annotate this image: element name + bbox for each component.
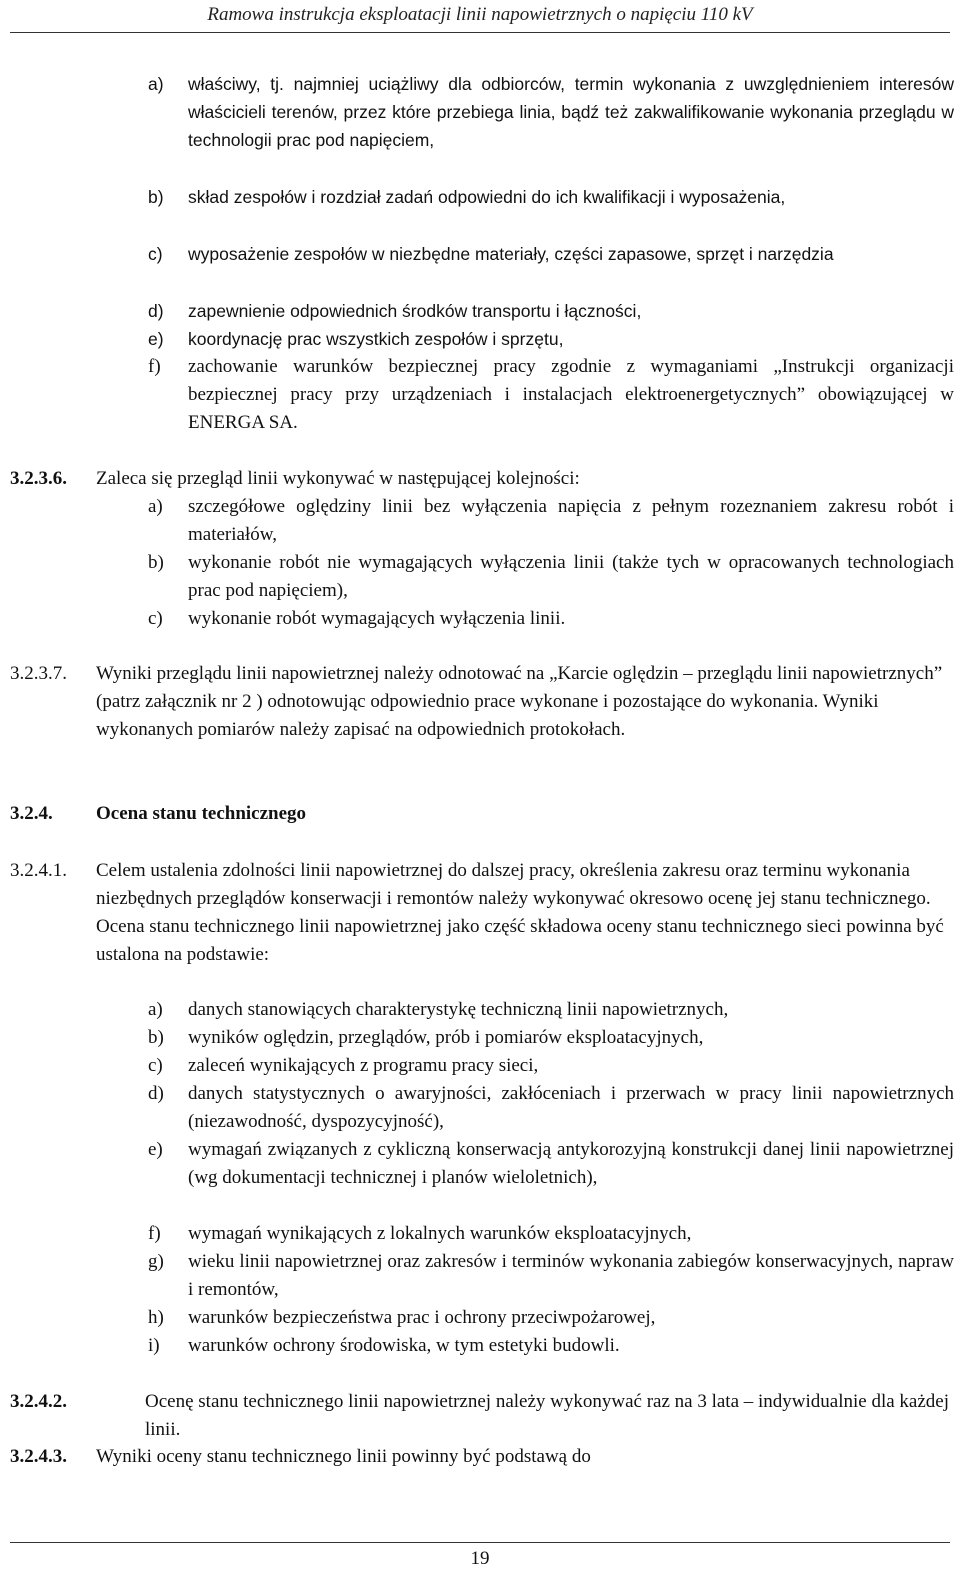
list-text: wykonanie robót wymagających wyłączenia linii. [188, 608, 566, 629]
section-number: 3.2.3.7. [10, 663, 67, 684]
list-text: wieku linii napowietrznej oraz zakresów i terminów wykonania zabiegów konserwacyjnych, napraw i remontów, [188, 1251, 954, 1300]
section-text: Celem ustalenia zdolności linii napowietrznej do dalszej pracy, określenia zakresu oraz terminu wykonania niezbędnych przeglądów konserwacji i remontów należy wykonywać okresowo ocenę jej stanu technicznego. Ocena stanu technicznego linii napowietrznej jako część składowa oceny stanu technicznego sieci powinna być ustalona na podstawie: [96, 860, 944, 965]
list-text: warunków ochrony środowiska, w tym estetyki budowli. [188, 1335, 620, 1356]
list-label: d) [148, 1083, 164, 1104]
section-3241-item-a [148, 996, 954, 1024]
running-header: Ramowa instrukcja eksploatacji linii napowietrznych o napięciu 110 kV [207, 4, 753, 25]
section-3241-item-f [148, 1220, 954, 1248]
list-text: wyposażenie zespołów w niezbędne materiały, części zapasowe, sprzęt i narzędzia [188, 244, 834, 264]
list-text: szczegółowe oględziny linii bez wyłączenia napięcia z pełnym rozeznaniem zakresu robót i materiałów, [188, 496, 954, 545]
list-label: c) [148, 1055, 163, 1076]
list-text: zachowanie warunków bezpiecznej pracy zgodnie z wymaganiami „Instrukcji organizacji bezpiecznej pracy przy urządzeniach i instalacjach elektroenergetycznych” obowiązującej w ENERGA SA. [188, 356, 954, 433]
list-text: zapewnienie odpowiednich środków transportu i łączności, [188, 301, 642, 321]
section-3241 [10, 857, 954, 969]
list-label: b) [148, 552, 164, 573]
section-text: Wyniki oceny stanu technicznego linii powinny być podstawą do [96, 1446, 591, 1467]
list-label: h) [148, 1307, 164, 1328]
list-label: b) [148, 1027, 164, 1048]
section-number: 3.2.4.2. [10, 1391, 67, 1412]
list-item-b [148, 183, 954, 211]
section-3241-item-d [148, 1080, 954, 1136]
section-3241-item-c [148, 1052, 954, 1080]
section-number: 3.2.4.1. [10, 860, 67, 881]
page-number: 19 [470, 1548, 490, 1569]
list-text: warunków bezpieczeństwa prac i ochrony przeciwpożarowej, [188, 1307, 656, 1328]
section-3237 [10, 660, 954, 744]
section-number: 3.2.4.3. [10, 1446, 67, 1467]
list-label: e) [148, 1139, 163, 1160]
list-label: i) [148, 1335, 160, 1356]
section-3241-item-i [148, 1332, 954, 1360]
list-label: a) [148, 74, 164, 94]
section-number: 3.2.3.6. [10, 468, 67, 489]
section-3236-item-c [148, 605, 954, 633]
list-text: właściwy, tj. najmniej uciążliwy dla odbiorców, termin wykonania z uwzględnieniem interesów właścicieli terenów, przez które przebiega linia, bądź też zakwalifikowanie wykonania przeglądu w technologii prac pod napięciem, [188, 74, 954, 150]
list-label: b) [148, 187, 164, 207]
list-label: f) [148, 1223, 161, 1244]
list-text: danych stanowiących charakterystykę techniczną linii napowietrznych, [188, 999, 729, 1020]
section-3241-item-g [148, 1248, 954, 1304]
section-324-heading [10, 800, 954, 828]
section-text: Wyniki przeglądu linii napowietrznej należy odnotować na „Karcie oględzin – przeglądu linii napowietrznych” (patrz załącznik nr 2 ) odnotowując odpowiednio prace wykonane i pozostające do wykonania. Wyniki wykonanych pomiarów należy zapisać na odpowiednich protokołach. [96, 663, 943, 740]
section-3236-item-a [148, 493, 954, 549]
list-label: d) [148, 301, 164, 321]
list-item-c [148, 240, 954, 268]
list-label: c) [148, 244, 163, 264]
section-3243 [10, 1443, 954, 1471]
list-text: koordynację prac wszystkich zespołów i sprzętu, [188, 329, 564, 349]
list-item-a [148, 70, 954, 154]
list-item-f [148, 353, 954, 437]
header-divider [10, 32, 950, 33]
footer-divider [10, 1542, 950, 1543]
list-text: skład zespołów i rozdział zadań odpowiedni do ich kwalifikacji i wyposażenia, [188, 187, 786, 207]
section-3241-item-h [148, 1304, 954, 1332]
list-text: wyników oględzin, przeglądów, prób i pomiarów eksploatacyjnych, [188, 1027, 704, 1048]
list-item-d [148, 297, 954, 325]
section-title: Ocena stanu technicznego [96, 803, 307, 824]
list-label: g) [148, 1251, 164, 1272]
section-3242 [10, 1388, 954, 1444]
section-3241-item-b [148, 1024, 954, 1052]
list-label: a) [148, 999, 163, 1020]
list-text: danych statystycznych o awaryjności, zakłóceniach i przerwach w pracy linii napowietrznych (niezawodność, dyspozycyjność), [188, 1083, 954, 1132]
list-label: f) [148, 356, 161, 377]
list-label: a) [148, 496, 163, 517]
list-item-e [148, 325, 954, 353]
list-text: wymagań związanych z cykliczną konserwacją antykorozyjną konstrukcji danej linii napowietrznej (wg dokumentacji technicznej i planów wieloletnich), [188, 1139, 954, 1188]
section-text: Ocenę stanu technicznego linii napowietrznej należy wykonywać raz na 3 lata – indywidualnie dla każdej linii. [145, 1391, 950, 1440]
list-label: e) [148, 329, 164, 349]
section-3241-item-e [148, 1136, 954, 1192]
list-text: wykonanie robót nie wymagających wyłączenia linii (także tych w opracowanych technologiach prac pod napięciem), [188, 552, 954, 601]
list-label: c) [148, 608, 163, 629]
section-3236 [10, 465, 954, 493]
list-text: zaleceń wynikających z programu pracy sieci, [188, 1055, 539, 1076]
section-3236-item-b [148, 549, 954, 605]
list-text: wymagań wynikających z lokalnych warunków eksploatacyjnych, [188, 1223, 692, 1244]
section-number: 3.2.4. [10, 803, 53, 824]
section-text: Zaleca się przegląd linii wykonywać w następującej kolejności: [96, 468, 580, 489]
